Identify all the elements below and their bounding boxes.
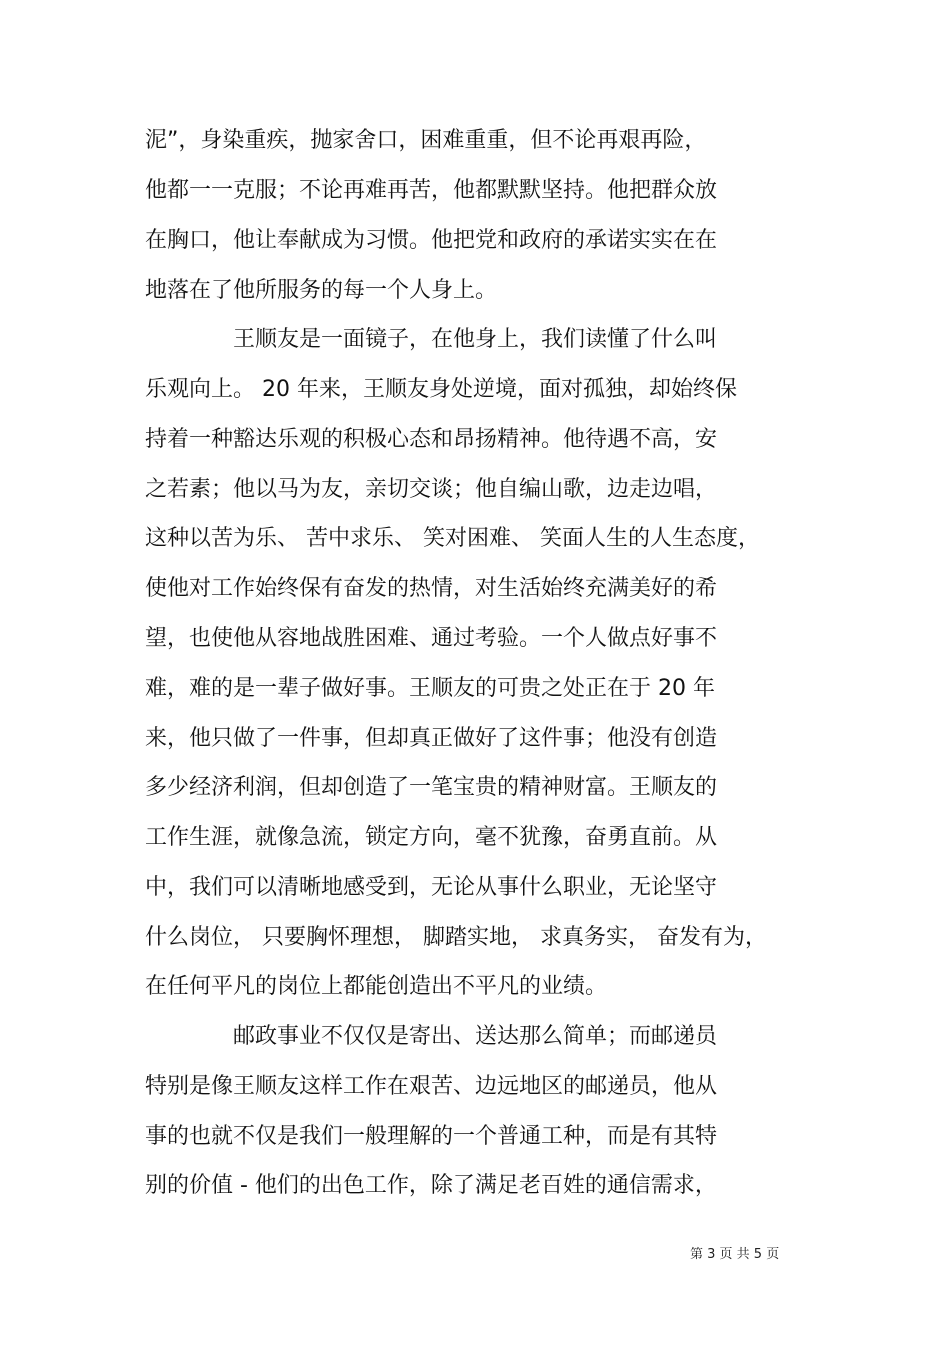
- paragraph-start-line: 王顺友是一面镜子，在他身上，我们读懂了什么叫: [233, 327, 718, 352]
- text-line: 事的也就不仅是我们一般理解的一个普通工种，而是有其特: [145, 1124, 718, 1149]
- text-line: 多少经济利润，但却创造了一笔宝贵的精神财富。王顺友的: [145, 775, 718, 800]
- text-line: 这种以苦为乐、 苦中求乐、 笑对困难、 笑面人生的人生态度，: [145, 526, 760, 551]
- text-line: 地落在了他所服务的每一个人身上。: [145, 278, 498, 303]
- text-line: 泥”，身染重疾，抛家舍口，困难重重，但不论再艰再险，: [145, 128, 707, 153]
- text-line: 难，难的是一辈子做好事。王顺友的可贵之处正在于 20 年: [145, 676, 715, 701]
- text-line: 什么岗位， 只要胸怀理想， 脚踏实地， 求真务实， 奋发有为，: [145, 925, 767, 950]
- text-line: 持着一种豁达乐观的积极心态和昂扬精神。他待遇不高，安: [145, 427, 718, 452]
- text-line: 中，我们可以清晰地感受到，无论从事什么职业，无论坚守: [145, 875, 718, 900]
- text-line: 望，也使他从容地战胜困难、通过考验。一个人做点好事不: [145, 626, 718, 651]
- text-line: 特别是像王顺友这样工作在艰苦、边远地区的邮递员，他从: [145, 1074, 718, 1099]
- text-line: 在任何平凡的岗位上都能创造出不平凡的业绩。: [145, 974, 608, 999]
- text-line: 别的价值 - 他们的出色工作，除了满足老百姓的通信需求，: [145, 1173, 717, 1198]
- text-line: 工作生涯，就像急流，锁定方向，毫不犹豫，奋勇直前。从: [145, 825, 718, 850]
- page-number-footer: 第 3 页 共 5 页: [690, 1247, 780, 1262]
- text-line: 之若素；他以马为友，亲切交谈；他自编山歌，边走边唱，: [145, 477, 718, 502]
- text-line: 在胸口，他让奉献成为习惯。他把党和政府的承诺实实在在: [145, 228, 718, 253]
- text-line: 他都一一克服；不论再难再苦，他都默默坚持。他把群众放: [145, 178, 718, 203]
- text-line: 乐观向上。 20 年来，王顺友身处逆境，面对孤独，却始终保: [145, 377, 737, 402]
- paragraph-start-line: 邮政事业不仅仅是寄出、送达那么简单；而邮递员: [233, 1024, 718, 1049]
- text-line: 使他对工作始终保有奋发的热情，对生活始终充满美好的希: [145, 576, 718, 601]
- text-line: 来，他只做了一件事，但却真正做好了这件事；他没有创造: [145, 726, 718, 751]
